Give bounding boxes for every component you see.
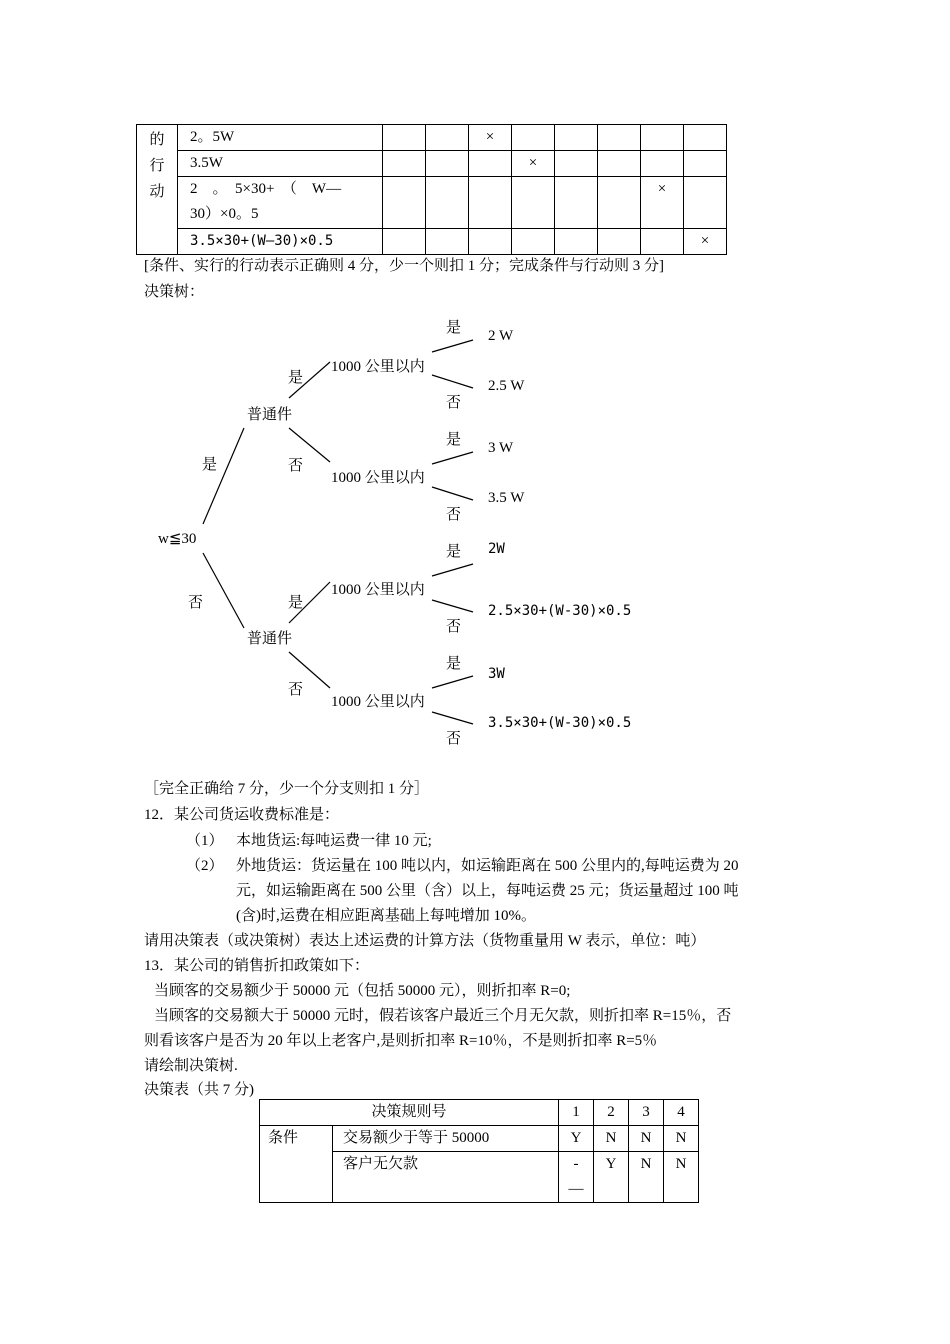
q13-title: 13．某公司的销售折扣政策如下： bbox=[144, 958, 370, 974]
no-label: 否 bbox=[446, 619, 462, 635]
decision-table bbox=[259, 1099, 699, 1203]
rule-number: 3 bbox=[629, 1100, 664, 1126]
q13-line: 当顾客的交易额大于 50000 元时，假若该客户最近三个月无欠款，则折扣率 R=15％，否 bbox=[154, 1008, 732, 1024]
mark-cell: × bbox=[512, 151, 555, 177]
q13-line: 则看该客户是否为 20 年以上老客户,是则折扣率 R=10％，不是则折扣率 R=5％ bbox=[144, 1033, 658, 1049]
action-line: 30）×0。5 bbox=[190, 206, 259, 222]
condition-value-line: - bbox=[573, 1156, 579, 1172]
no-label: 否 bbox=[446, 731, 462, 747]
q12-item-num: （2） bbox=[186, 858, 224, 874]
label-char: 的 bbox=[149, 132, 165, 148]
no-label: 否 bbox=[446, 507, 462, 523]
condition-label: 客户无欠款 bbox=[333, 1152, 559, 1203]
tree-leaf: 3 W bbox=[488, 440, 514, 456]
q13-line: 当顾客的交易额少于 50000 元（包括 50000 元），则折扣率 R=0; bbox=[154, 983, 571, 999]
tree-node-level1: 普通件 bbox=[247, 407, 293, 423]
yes-label: 是 bbox=[446, 656, 462, 672]
action-cell: 3.5W bbox=[178, 151, 383, 177]
tree-leaf: 2.5 W bbox=[488, 378, 525, 394]
condition-group-label: 条件 bbox=[260, 1126, 333, 1203]
q13-table-title: 决策表（共 7 分) bbox=[144, 1082, 254, 1098]
yes-label: 是 bbox=[202, 457, 218, 473]
branch-line bbox=[432, 600, 473, 612]
condition-value: Y bbox=[559, 1126, 594, 1152]
rule-number: 4 bbox=[664, 1100, 699, 1126]
branch-line bbox=[203, 428, 244, 524]
branch-line bbox=[432, 452, 473, 464]
condition-value-line: — bbox=[568, 1181, 584, 1197]
condition-label: 交易额少于等于 50000 bbox=[333, 1126, 559, 1152]
mark-cell: × bbox=[469, 125, 512, 151]
tree-leaf: 3.5×30+(W-30)×0.5 bbox=[488, 715, 632, 731]
no-label: 否 bbox=[288, 682, 304, 698]
tree-node-level2: 1000 公里以内 bbox=[331, 470, 425, 486]
action-cell: 3.5×30+(W—30)×0.5 bbox=[178, 229, 383, 255]
tree-node-level2: 1000 公里以内 bbox=[331, 359, 425, 375]
yes-label: 是 bbox=[446, 432, 462, 448]
action-line: 2 。 5×30+ （ W— bbox=[190, 181, 342, 197]
condition-value: Y bbox=[594, 1152, 629, 1203]
action-cell: 2。5W bbox=[178, 125, 383, 151]
q12-item-line: (含)时,运费在相应距离基础上每吨增加 10%。 bbox=[236, 908, 536, 924]
condition-value: N bbox=[629, 1152, 664, 1203]
tree-heading: 决策树： bbox=[144, 284, 205, 300]
tree-root: w≦30 bbox=[158, 531, 197, 547]
rule-header: 决策规则号 bbox=[260, 1100, 559, 1126]
branch-line bbox=[432, 375, 473, 388]
branch-line bbox=[432, 712, 473, 724]
scoring-note-2: ［完全正确给 7 分，少一个分支则扣 1 分］ bbox=[144, 781, 430, 797]
no-label: 否 bbox=[446, 395, 462, 411]
rule-number: 1 bbox=[559, 1100, 594, 1126]
yes-label: 是 bbox=[446, 320, 462, 336]
tree-node-level2: 1000 公里以内 bbox=[331, 694, 425, 710]
tree-node-level2: 1000 公里以内 bbox=[331, 582, 425, 598]
label-char: 动 bbox=[149, 184, 165, 200]
q12-item-line: 元，如运输距离在 500 公里（含）以上，每吨运费 25 元；货运量超过 100 吨 bbox=[236, 883, 739, 899]
q12-item-line: 外地货运：货运量在 100 吨以内，如运输距离在 500 公里内的,每吨运费为 20 bbox=[236, 858, 739, 874]
yes-label: 是 bbox=[288, 370, 304, 386]
yes-label: 是 bbox=[446, 544, 462, 560]
no-label: 否 bbox=[288, 458, 304, 474]
tree-leaf: 2 W bbox=[488, 328, 514, 344]
rule-number: 2 bbox=[594, 1100, 629, 1126]
q12-title: 12．某公司货运收费标准是： bbox=[144, 807, 340, 823]
condition-value: N bbox=[594, 1126, 629, 1152]
branch-line bbox=[432, 487, 473, 500]
q12-ask: 请用决策表（或决策树）表达上述运费的计算方法（货物重量用 W 表示，单位：吨） bbox=[144, 933, 706, 949]
condition-value: N bbox=[629, 1126, 664, 1152]
tree-leaf: 2W bbox=[488, 541, 505, 557]
yes-label: 是 bbox=[288, 595, 304, 611]
label-char: 行 bbox=[149, 158, 165, 174]
q12-item: 本地货运:每吨运费一律 10 元; bbox=[236, 833, 432, 849]
tree-node-level1: 普通件 bbox=[247, 631, 293, 647]
condition-value bbox=[559, 1152, 594, 1203]
mark-cell: × bbox=[641, 177, 684, 229]
branch-line bbox=[432, 564, 473, 576]
q13-line: 请绘制决策树. bbox=[144, 1058, 238, 1074]
no-label: 否 bbox=[188, 595, 204, 611]
condition-value: N bbox=[664, 1152, 699, 1203]
q12-item-num: （1） bbox=[186, 833, 224, 849]
branch-line bbox=[432, 676, 473, 688]
branch-line bbox=[203, 553, 244, 628]
tree-leaf: 3.5 W bbox=[488, 490, 525, 506]
tree-leaf: 2.5×30+(W-30)×0.5 bbox=[488, 603, 632, 619]
condition-value: N bbox=[664, 1126, 699, 1152]
scoring-note-1: [条件、实行的行动表示正确则 4 分，少一个则扣 1 分；完成条件与行动则 3 分] bbox=[144, 258, 664, 274]
branch-line bbox=[432, 340, 473, 352]
mark-cell: × bbox=[684, 229, 727, 255]
tree-leaf: 3W bbox=[488, 666, 505, 682]
